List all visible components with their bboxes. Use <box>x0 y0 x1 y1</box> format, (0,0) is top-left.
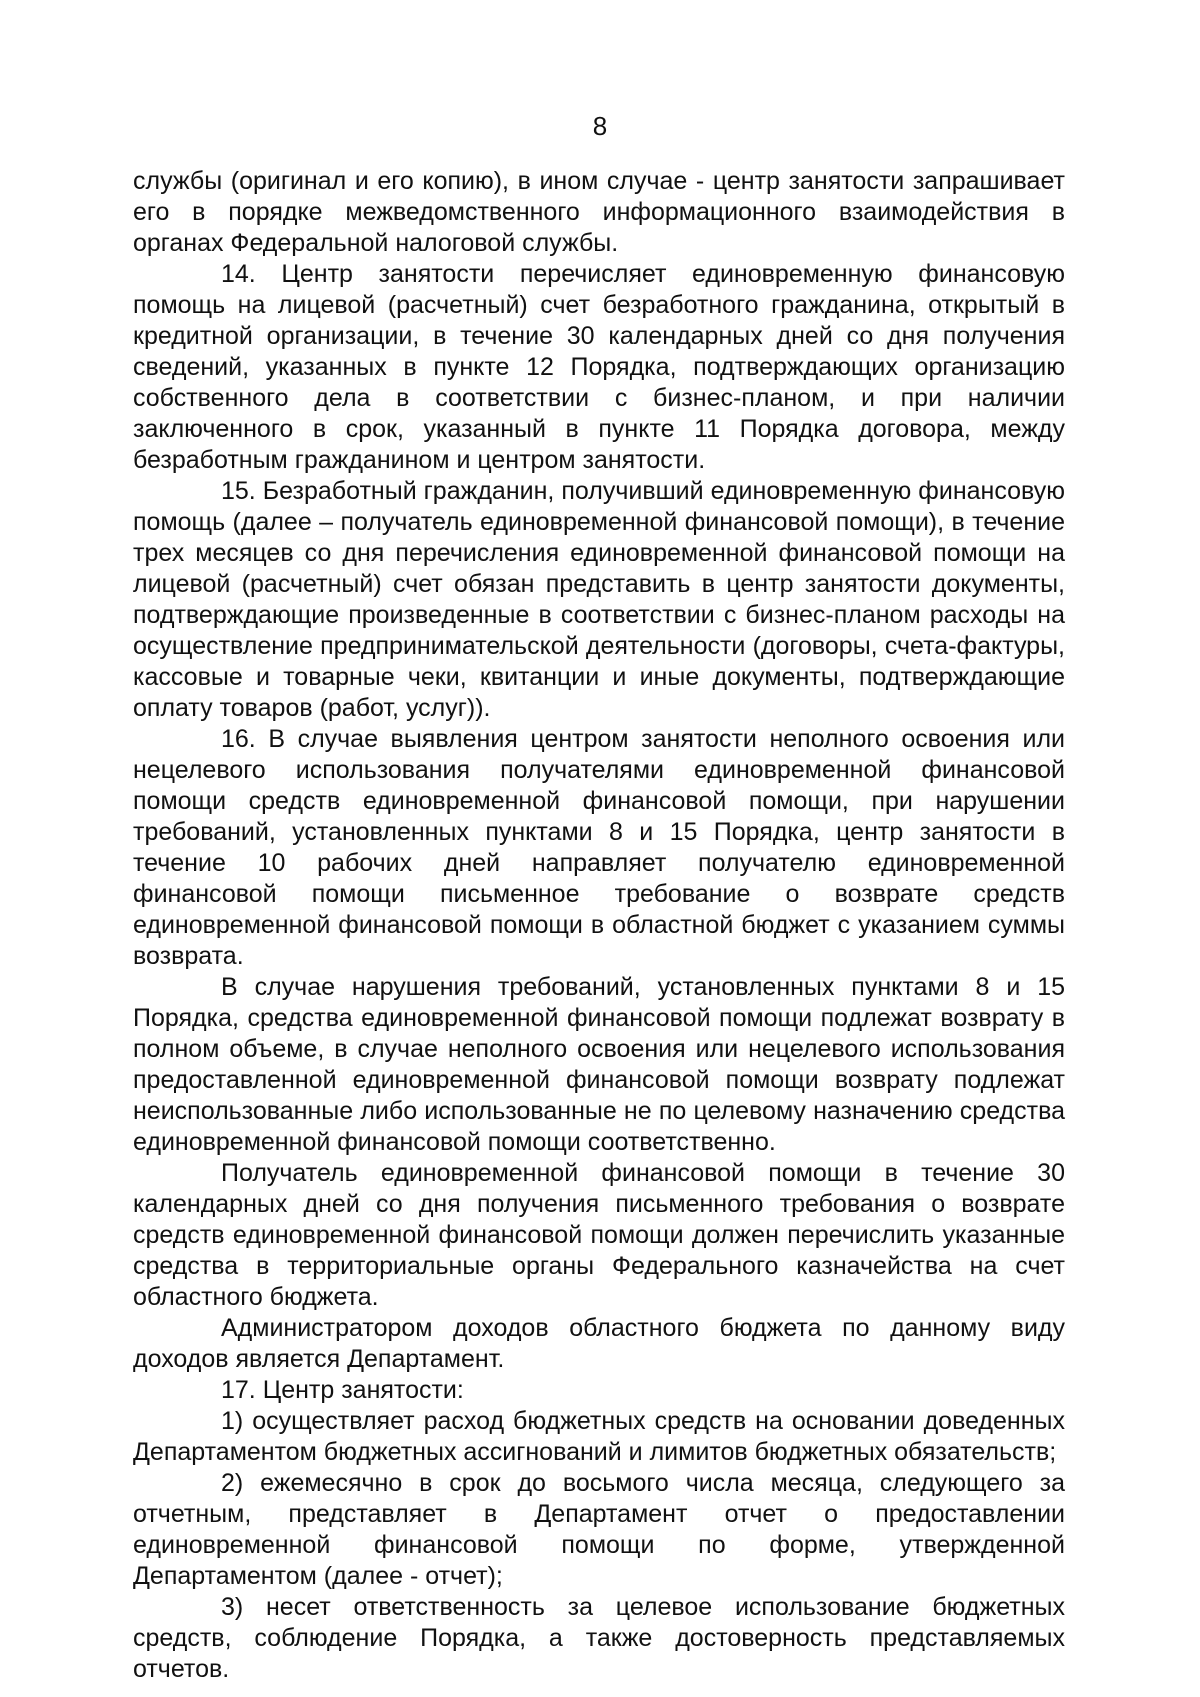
paragraph-item-14: 14. Центр занятости перечисляет единовременную финансовую помощь на лицевой (расчетный) счет безработного гражданина, открытый в кредитной организации, в течение 30 календарных дней со дня получения сведений, указанных в пункте 12 Порядка, подтверждающих организацию собственного дела в соответствии с бизнес-планом, и при наличии заключенного в срок, указанный в пункте 11 Порядка договора, между безработным гражданином и центром занятости. <box>133 260 1065 474</box>
document-body <box>133 166 1065 1685</box>
paragraph-item-17-subitem-1: 1) осуществляет расход бюджетных средств на основании доведенных Департаментом бюджетных ассигнований и лимитов бюджетных обязательств; <box>133 1407 1065 1466</box>
paragraph-continuation: службы (оригинал и его копию), в ином случае - центр занятости запрашивает его в порядке межведомственного информационного взаимодействия в органах Федеральной налоговой службы. <box>133 167 1065 257</box>
paragraph-revenue-administrator: Администратором доходов областного бюджета по данному виду доходов является Департамент. <box>133 1314 1065 1373</box>
paragraph-item-17-subitem-2: 2) ежемесячно в срок до восьмого числа месяца, следующего за отчетным, представляет в Департамент отчет о предоставлении единовременной финансовой помощи по форме, утвержденной Департаментом (далее - отчет); <box>133 1469 1065 1590</box>
paragraph-item-16: 16. В случае выявления центром занятости неполного освоения или нецелевого использования получателями единовременной финансовой помощи средств единовременной финансовой помощи, при нарушении требований, установленных пунктами 8 и 15 Порядка, центр занятости в течение 10 рабочих дней направляет получателю единовременной финансовой помощи письменное требование о возврате средств единовременной финансовой помощи в областной бюджет с указанием суммы возврата. <box>133 725 1065 970</box>
paragraph-item-17-heading: 17. Центр занятости: <box>221 1376 464 1404</box>
page-number: 8 <box>592 111 608 141</box>
paragraph-item-15: 15. Безработный гражданин, получивший единовременную финансовую помощь (далее – получатель единовременной финансовой помощи), в течение трех месяцев со дня перечисления единовременной финансовой помощи на лицевой (расчетный) счет обязан представить в центр занятости документы, подтверждающие произведенные в соответствии с бизнес-планом расходы на осуществление предпринимательской деятельности (договоры, счета-фактуры, кассовые и товарные чеки, квитанции и иные документы, подтверждающие оплату товаров (работ, услуг)). <box>133 477 1065 722</box>
paragraph-return-rules: В случае нарушения требований, установленных пунктами 8 и 15 Порядка, средства единовременной финансовой помощи подлежат возврату в полном объеме, в случае неполного освоения или нецелевого использования предоставленной единовременной финансовой помощи возврату подлежат неиспользованные либо использованные не по целевому назначению средства единовременной финансовой помощи соответственно. <box>133 973 1065 1156</box>
paragraph-recipient-obligation: Получатель единовременной финансовой помощи в течение 30 календарных дней со дня получения письменного требования о возврате средств единовременной финансовой помощи должен перечислить указанные средства в территориальные органы Федерального казначейства на счет областного бюджета. <box>133 1159 1065 1311</box>
paragraph-item-17-subitem-3: 3) несет ответственность за целевое использование бюджетных средств, соблюдение Порядка, а также достоверность представляемых отчетов. <box>133 1593 1065 1683</box>
